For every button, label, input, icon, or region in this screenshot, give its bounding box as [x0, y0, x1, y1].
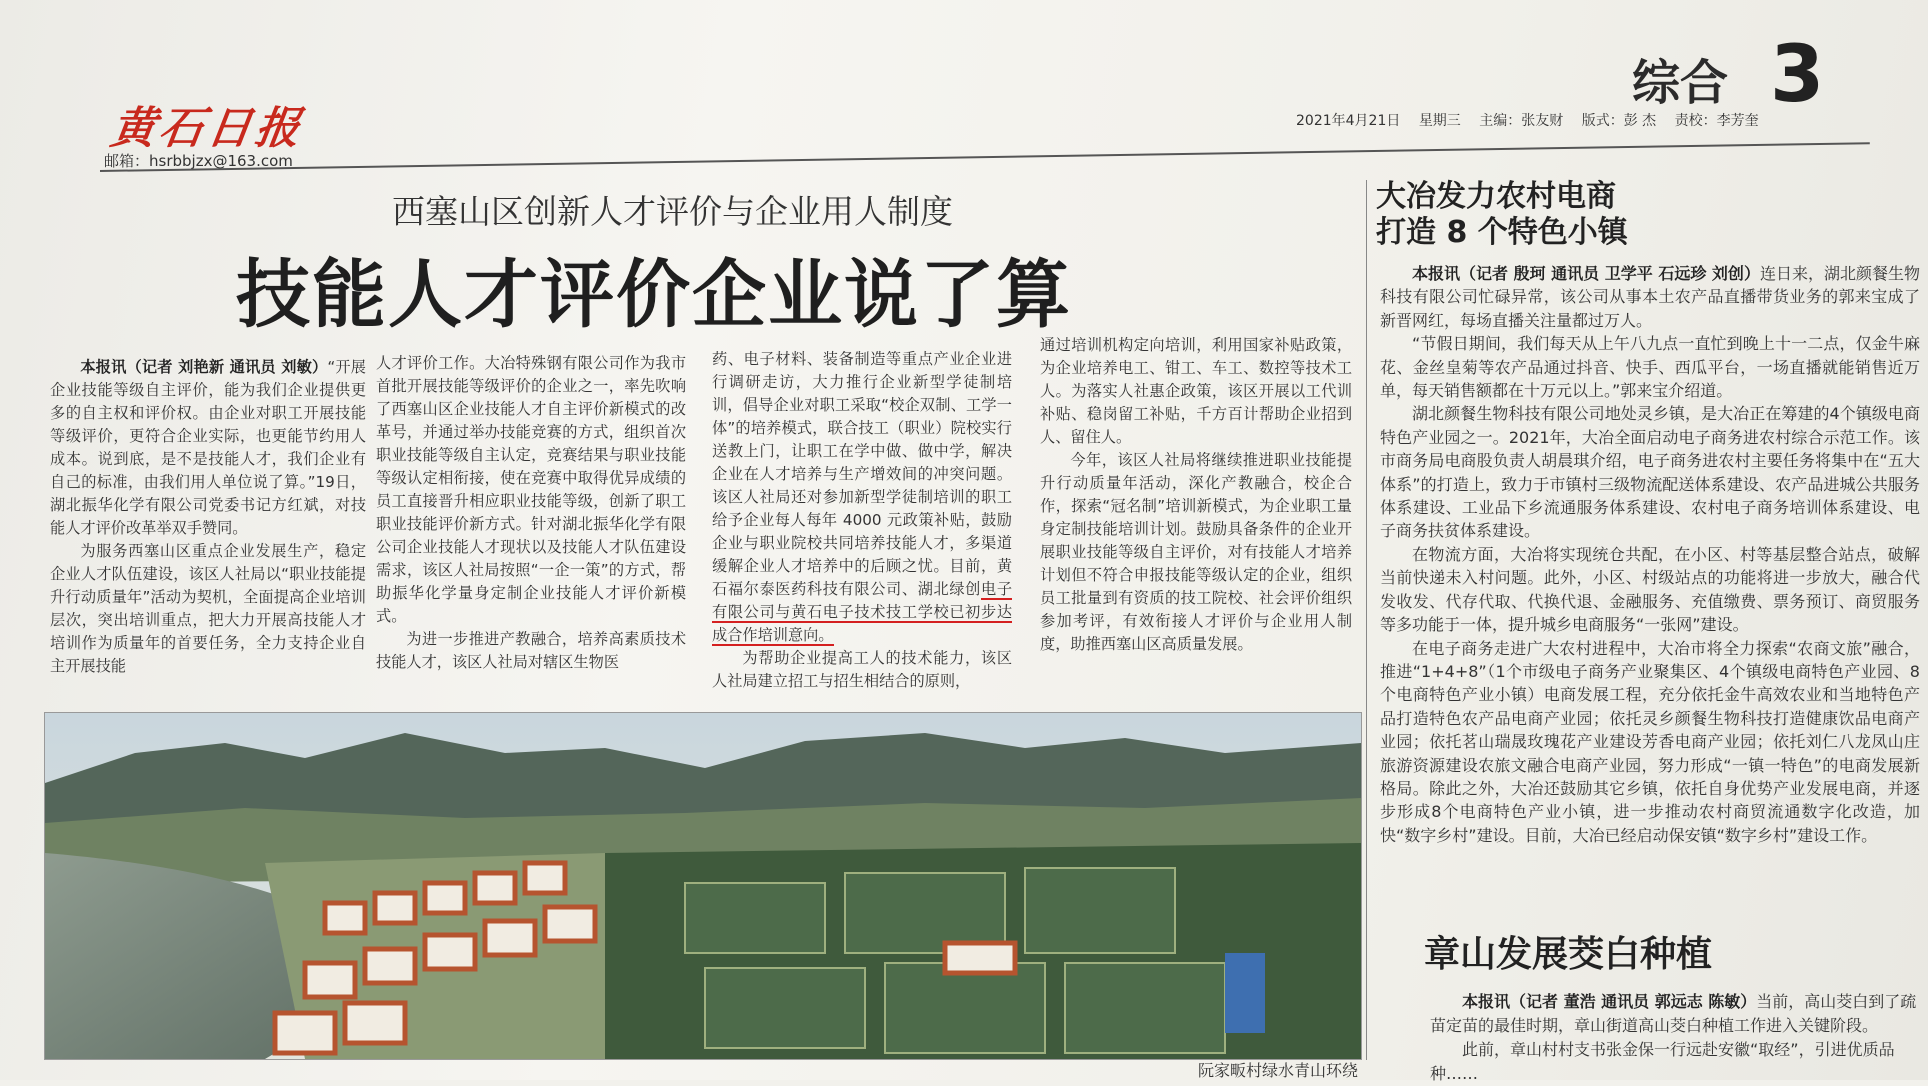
column-2-text-b: 为进一步推进产教融合，培养高素质技术技能人才，该区人社局对辖区生物医	[376, 630, 686, 671]
column-3-text-b: 为帮助企业提高工人的技术能力，该区人社局建立招工与招生相结合的原则，	[712, 649, 1012, 690]
side-article-byline: 本报讯（记者 殷珂 通讯员 卫学平 石远珍 刘创）	[1412, 264, 1760, 283]
second-side-article-body	[1430, 990, 1920, 1083]
article-headline: 技能人才评价企业说了算	[236, 252, 1072, 338]
column-4-text: 通过培训机构定向培训，利用国家补贴政策，为企业培养电工、钳工、车工、数控等技术工人。为落实人社惠企政策，该区开展以工代训补贴、稳岗留工补贴，千方百计帮助企业招到人、留住人。	[1040, 336, 1352, 446]
column-2-text: 人才评价工作。大冶特殊钢有限公司作为我市首批开展技能等级评价的企业之一，率先吹响了西塞山区企业技能人才自主评价新模式的改革号，并通过举办技能竞赛的方式，组织首次职业技能等级自主认定，竞赛结果与职业技能等级认定相衔接，使在竞赛中取得优异成绩的员工直接晋升相应职业技能等级，创新了职工职业技能评价新方式。针对湖北振华化学有限公司企业技能人才现状以及技能人才队伍建设需求，该区人社局按照“一企一策”的方式，帮助振华化学量身定制企业技能人才评价新模式。	[376, 354, 686, 625]
side-article-p3: 湖北颜餐生物科技有限公司地处灵乡镇，是大冶正在筹建的4个镇级电商特色产业园之一。2021年，大冶全面启动电子商务进农村综合示范工作。该市商务局电商股负责人胡晨琪介绍，电子商务进农村主要任务将集中在“五大体系”的打造上，致力于市镇村三级物流配送体系建设、农产品进城公共服务体系建设、工业品下乡流通服务体系建设、农村电子商务培训体系建设、电子商务扶贫体系建设。	[1380, 404, 1920, 541]
section-name: 综合	[1632, 55, 1729, 111]
article-column-4	[1040, 334, 1352, 654]
side-article-p2: “节假日期间，我们每天从上午八九点一直忙到晚上十一二点，仅金牛麻花、金丝皇菊等农产品通过抖音、快手、西瓜平台，一场直播就能销售近万单，每天销售额都在十万元以上。”郭来宝介绍道。	[1380, 334, 1920, 401]
layout-editor: 版式：彭 杰	[1581, 113, 1657, 129]
column-4-text-b: 今年，该区人社局将继续推进职业技能提升行动质量年活动，深化产教融合，校企合作，探索“冠名制”培训新模式，为企业职工量身定制技能培训计划。鼓励具备条件的企业开展职业技能等级自主评价，对有技能人才培养计划但不符合申报技能等级认定的企业，组织员工批量到有资质的技工院校、社会评价组织参加考评，有效衔接人才评价与企业用人制度，助推西塞山区高质量发展。	[1040, 451, 1352, 653]
photo-illustration	[45, 713, 1361, 1059]
village-panorama-photo	[44, 712, 1362, 1060]
chief-editor: 主编：张友财	[1479, 113, 1564, 129]
second-side-article-byline: 本报讯（记者 董浩 通讯员 郭远志 陈敏）	[1462, 992, 1757, 1011]
newspaper-logo: 黄石日报	[107, 103, 307, 154]
column-1-text-b: 为服务西塞山区重点企业发展生产，稳定企业人才队伍建设，该区人社局以“职业技能提升行动质量年”活动为契机，全面提高企业培训层次，突出培训重点，把大力开展高技能人才培训作为质量年的首要任务，全力支持企业自主开展技能	[50, 542, 366, 675]
side-article-p5: 在电子商务走进广大农村进程中，大冶市将全力探索“农商文旅”融合，推进“1+4+8”（1个市级电子商务产业聚集区、4个镇级电商特色产业园、8个电商特色产业小镇）电商发展工程，充分依托金牛高效农业和当地特色产品打造特色农产品电商产业园；依托灵乡颜餐生物科技打造健康饮品电商产业园；依托茗山瑞晟玫瑰花产业建设芳香电商产业园；依托刘仁八龙凤山庄旅游资源建设农旅文融合电商产业园，努力形成“一镇一特色”的电商发展新格局。除此之外，大冶还鼓励其它乡镇，依托自身优势产业发展电商，并逐步形成8个电商特色产业小镇，进一步推动农村商贸流通数字化改造，加快“数字乡村”建设。目前，大冶已经启动保安镇“数字乡村”建设工作。	[1380, 638, 1920, 845]
second-side-article-p1: 当前，高山茭白到了疏苗定苗的最佳时期，章山街道高山茭白种植工作进入关键阶段。	[1430, 992, 1917, 1035]
issue-weekday: 星期三	[1418, 113, 1461, 129]
page-number: 3	[1770, 30, 1825, 120]
column-3-text: 药、电子材料、装备制造等重点产业企业进行调研走访，大力推行企业新型学徒制培训，倡导企业对职工采取“校企双制、工学一体”的培养模式，联合技工（职业）院校实行送教上门，让职工在学中做、做中学，解决企业在人才培养与生产增效间的冲突问题。该区人社局还对参加新型学徒制培训的职工给予企业每人每年 4000 元政策补贴，鼓励企业与职业院校共同培养技能人才，多渠道缓解企业人才培养中的后顾之忧。目前，黄石福尔泰医药科技有限公司、湖北绿创	[712, 350, 1012, 598]
column-1-text: “开展企业技能等级自主评价，能为我们企业提供更多的自主权和评价权。由企业对职工开展技能等级评价，更符合企业实际，也更能节约用人成本。说到底，是不是技能人才，我们企业有自己的标准，由我们用人单位说了算。”19日，湖北振华化学有限公司党委书记方红斌，对技能人才评价改革举双手赞同。	[50, 358, 366, 537]
masthead-email: 邮箱：hsrbbjzx@163.com	[104, 152, 293, 170]
side-article-body	[1380, 262, 1920, 912]
article-column-2	[376, 352, 686, 670]
masthead-rule	[100, 142, 1870, 172]
side-article-title-line-2: 打造 8 个特色小镇	[1376, 215, 1628, 250]
proofreader: 责校：李芳奎	[1674, 113, 1759, 129]
article-column-3	[712, 348, 1013, 690]
second-side-article-title: 章山发展茭白种植	[1424, 934, 1713, 975]
side-article-p4: 在物流方面，大冶将实现统仓共配，在小区、村等基层整合站点，破解当前快递未入村问题。此外，小区、村级站点的功能将进一步放大，融合代发收发、代存代取、代换代退、金融服务、充值缴费、票务预订、商贸服务等多功能于一体，提升城乡电商服务“一张网”建设。	[1380, 544, 1920, 635]
issue-date: 2021年4月21日	[1296, 113, 1401, 129]
photo-caption: 阮家畈村绿水青山环绕	[1198, 1061, 1359, 1080]
side-article-p1: 连日来，湖北颜餐生物科技有限公司忙碌异常，该公司从事本土农产品直播带货业务的郭来宝成了新晋网红，每场直播关注量都过万人。	[1380, 264, 1920, 330]
article-byline: 本报讯（记者 刘艳新 通讯员 刘敏）	[80, 358, 328, 376]
side-article-title-line-1: 大冶发力农村电商	[1376, 179, 1616, 214]
dateline	[1296, 110, 1773, 130]
article-column-1	[50, 356, 366, 676]
article-kicker: 西塞山区创新人才评价与企业用人制度	[392, 192, 953, 231]
column-divider	[1366, 180, 1367, 1060]
second-side-article-p2: 此前，章山村村支书张金保一行远赴安徽“取经”，引进优质品种……	[1430, 1040, 1895, 1083]
underlined-passage: 电子有限公司与黄石电子技术技工学校已初步达成合作培训意向。	[712, 580, 1013, 644]
